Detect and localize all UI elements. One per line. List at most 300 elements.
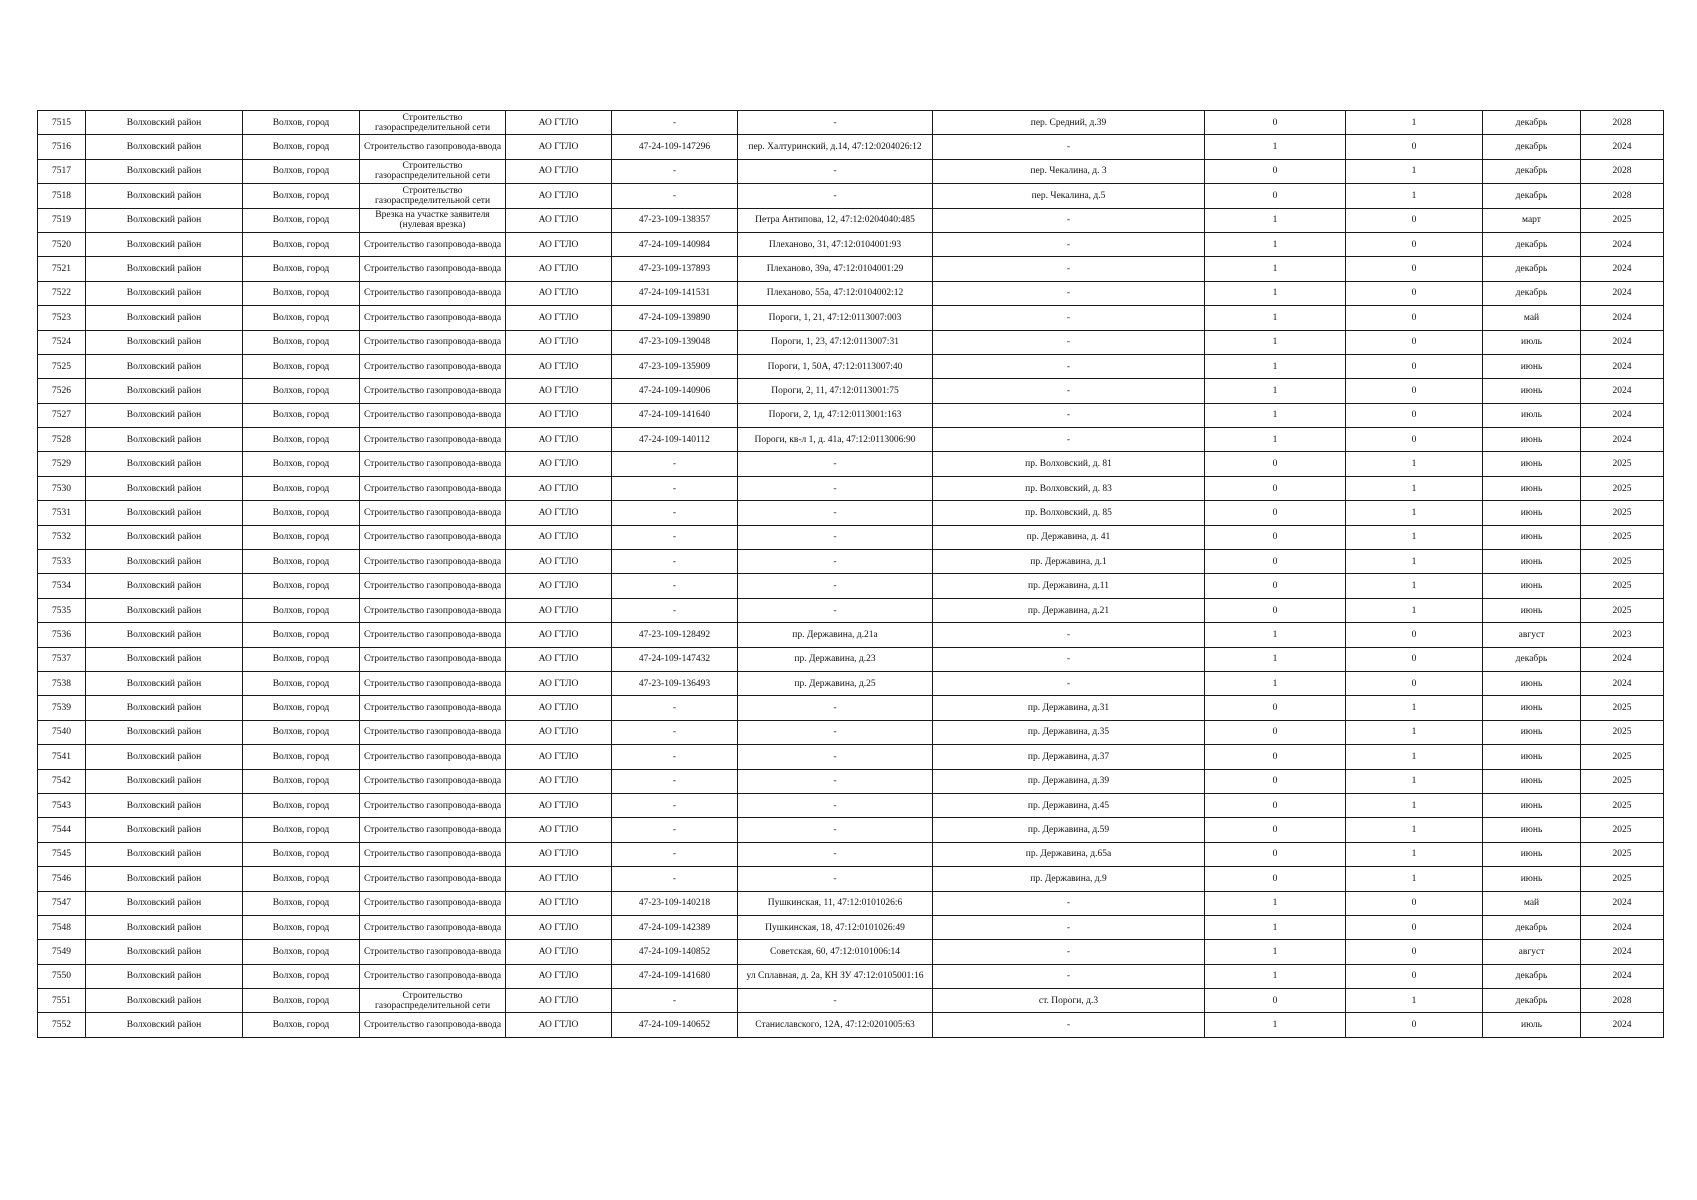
planned-count-cell: 0 bbox=[1346, 135, 1483, 159]
planned-count-cell: 1 bbox=[1346, 867, 1483, 891]
month-cell: июнь bbox=[1483, 769, 1581, 793]
connected-count-cell: 1 bbox=[1205, 647, 1346, 671]
organization-cell: АО ГТЛО bbox=[506, 184, 612, 208]
row-number-cell: 7548 bbox=[38, 915, 86, 939]
planned-count-cell: 0 bbox=[1346, 232, 1483, 256]
applicant-address-cell: - bbox=[738, 745, 933, 769]
table-row bbox=[38, 720, 1664, 744]
applicant-address-cell: - bbox=[738, 842, 933, 866]
applicant-address-cell: Станиславского, 12А, 47:12:0201005:63 bbox=[738, 1013, 933, 1037]
application-number-cell: 47-24-109-140906 bbox=[612, 379, 738, 403]
planned-count-cell: 1 bbox=[1346, 184, 1483, 208]
connected-count-cell: 1 bbox=[1205, 623, 1346, 647]
month-cell: июнь bbox=[1483, 671, 1581, 695]
row-number-cell: 7541 bbox=[38, 745, 86, 769]
applicant-address-cell: Плеханово, 55а, 47:12:0104002:12 bbox=[738, 281, 933, 305]
planned-count-cell: 0 bbox=[1346, 257, 1483, 281]
district-cell: Волховский район bbox=[86, 915, 243, 939]
work-type-cell: Строительство газопровода-ввода bbox=[360, 428, 506, 452]
row-number-cell: 7531 bbox=[38, 501, 86, 525]
applicant-address-cell: - bbox=[738, 184, 933, 208]
year-cell: 2028 bbox=[1581, 111, 1664, 135]
applicant-address-cell: - bbox=[738, 476, 933, 500]
year-cell: 2025 bbox=[1581, 696, 1664, 720]
row-number-cell: 7534 bbox=[38, 574, 86, 598]
year-cell: 2023 bbox=[1581, 623, 1664, 647]
connected-count-cell: 1 bbox=[1205, 257, 1346, 281]
organization-cell: АО ГТЛО bbox=[506, 379, 612, 403]
month-cell: июнь bbox=[1483, 574, 1581, 598]
year-cell: 2024 bbox=[1581, 1013, 1664, 1037]
planned-count-cell: 0 bbox=[1346, 379, 1483, 403]
district-cell: Волховский район bbox=[86, 306, 243, 330]
applicant-address-cell: - bbox=[738, 501, 933, 525]
connected-count-cell: 0 bbox=[1205, 696, 1346, 720]
applicant-address-cell: Пороги, 2, 11, 47:12:0113001:75 bbox=[738, 379, 933, 403]
connected-count-cell: 1 bbox=[1205, 281, 1346, 305]
applicant-address-cell: - bbox=[738, 452, 933, 476]
year-cell: 2025 bbox=[1581, 501, 1664, 525]
work-type-cell: Строительство газопровода-ввода bbox=[360, 842, 506, 866]
table-row bbox=[38, 818, 1664, 842]
month-cell: июнь bbox=[1483, 720, 1581, 744]
connected-count-cell: 1 bbox=[1205, 671, 1346, 695]
connected-count-cell: 1 bbox=[1205, 379, 1346, 403]
connected-count-cell: 0 bbox=[1205, 867, 1346, 891]
application-number-cell: 47-24-109-142389 bbox=[612, 915, 738, 939]
planned-count-cell: 1 bbox=[1346, 159, 1483, 183]
connected-count-cell: 1 bbox=[1205, 891, 1346, 915]
connected-count-cell: 1 bbox=[1205, 232, 1346, 256]
applicant-address-cell: Пороги, 1, 23, 47:12:0113007:31 bbox=[738, 330, 933, 354]
planned-count-cell: 0 bbox=[1346, 403, 1483, 427]
month-cell: май bbox=[1483, 891, 1581, 915]
planned-count-cell: 0 bbox=[1346, 940, 1483, 964]
connected-count-cell: 0 bbox=[1205, 598, 1346, 622]
applicant-address-cell: - bbox=[738, 818, 933, 842]
table-row bbox=[38, 1013, 1664, 1037]
settlement-cell: Волхов, город bbox=[243, 598, 360, 622]
settlement-cell: Волхов, город bbox=[243, 330, 360, 354]
applicant-address-cell: пер. Халтуринский, д.14, 47:12:0204026:12 bbox=[738, 135, 933, 159]
table-row bbox=[38, 915, 1664, 939]
table-row bbox=[38, 964, 1664, 988]
year-cell: 2025 bbox=[1581, 745, 1664, 769]
application-number-cell: - bbox=[612, 476, 738, 500]
network-address-cell: пр. Державина, д.1 bbox=[933, 550, 1205, 574]
connected-count-cell: 0 bbox=[1205, 111, 1346, 135]
table-row bbox=[38, 745, 1664, 769]
organization-cell: АО ГТЛО bbox=[506, 403, 612, 427]
application-number-cell: 47-23-109-140218 bbox=[612, 891, 738, 915]
table-row bbox=[38, 891, 1664, 915]
month-cell: июнь bbox=[1483, 428, 1581, 452]
year-cell: 2024 bbox=[1581, 379, 1664, 403]
year-cell: 2025 bbox=[1581, 525, 1664, 549]
connected-count-cell: 0 bbox=[1205, 184, 1346, 208]
applicant-address-cell: ул Сплавная, д. 2а, КН ЗУ 47:12:0105001:16 bbox=[738, 964, 933, 988]
work-type-cell: Строительство газопровода-ввода bbox=[360, 745, 506, 769]
table-row bbox=[38, 111, 1664, 135]
network-address-cell: пр. Державина, д.9 bbox=[933, 867, 1205, 891]
connected-count-cell: 0 bbox=[1205, 159, 1346, 183]
planned-count-cell: 1 bbox=[1346, 525, 1483, 549]
row-number-cell: 7545 bbox=[38, 842, 86, 866]
connected-count-cell: 1 bbox=[1205, 208, 1346, 232]
work-type-cell: Строительство газопровода-ввода bbox=[360, 623, 506, 647]
month-cell: июнь bbox=[1483, 867, 1581, 891]
table-row bbox=[38, 184, 1664, 208]
network-address-cell: пр. Державина, д.21 bbox=[933, 598, 1205, 622]
row-number-cell: 7521 bbox=[38, 257, 86, 281]
year-cell: 2025 bbox=[1581, 842, 1664, 866]
table-row bbox=[38, 867, 1664, 891]
connected-count-cell: 1 bbox=[1205, 428, 1346, 452]
applicant-address-cell: Пороги, кв-л 1, д. 41а, 47:12:0113006:90 bbox=[738, 428, 933, 452]
table-row bbox=[38, 525, 1664, 549]
table-row bbox=[38, 354, 1664, 378]
district-cell: Волховский район bbox=[86, 1013, 243, 1037]
row-number-cell: 7551 bbox=[38, 989, 86, 1013]
district-cell: Волховский район bbox=[86, 867, 243, 891]
planned-count-cell: 1 bbox=[1346, 989, 1483, 1013]
network-address-cell: - bbox=[933, 623, 1205, 647]
work-type-cell: Строительство газопровода-ввода bbox=[360, 940, 506, 964]
network-address-cell: пр. Державина, д.45 bbox=[933, 793, 1205, 817]
year-cell: 2024 bbox=[1581, 330, 1664, 354]
organization-cell: АО ГТЛО bbox=[506, 842, 612, 866]
settlement-cell: Волхов, город bbox=[243, 745, 360, 769]
planned-count-cell: 0 bbox=[1346, 623, 1483, 647]
year-cell: 2024 bbox=[1581, 891, 1664, 915]
applicant-address-cell: - bbox=[738, 574, 933, 598]
organization-cell: АО ГТЛО bbox=[506, 452, 612, 476]
application-number-cell: - bbox=[612, 989, 738, 1013]
year-cell: 2028 bbox=[1581, 184, 1664, 208]
planned-count-cell: 0 bbox=[1346, 915, 1483, 939]
month-cell: июнь bbox=[1483, 501, 1581, 525]
row-number-cell: 7522 bbox=[38, 281, 86, 305]
network-address-cell: пр. Державина, д.59 bbox=[933, 818, 1205, 842]
applicant-address-cell: Пороги, 2, 1д, 47:12:0113001:163 bbox=[738, 403, 933, 427]
work-type-cell: Строительство газораспределительной сети bbox=[360, 111, 506, 135]
work-type-cell: Строительство газопровода-ввода bbox=[360, 598, 506, 622]
organization-cell: АО ГТЛО bbox=[506, 623, 612, 647]
network-address-cell: пр. Волховский, д. 81 bbox=[933, 452, 1205, 476]
planned-count-cell: 1 bbox=[1346, 745, 1483, 769]
year-cell: 2024 bbox=[1581, 354, 1664, 378]
district-cell: Волховский район bbox=[86, 696, 243, 720]
settlement-cell: Волхов, город bbox=[243, 281, 360, 305]
row-number-cell: 7533 bbox=[38, 550, 86, 574]
table-row bbox=[38, 842, 1664, 866]
district-cell: Волховский район bbox=[86, 501, 243, 525]
settlement-cell: Волхов, город bbox=[243, 964, 360, 988]
organization-cell: АО ГТЛО bbox=[506, 281, 612, 305]
applicant-address-cell: - bbox=[738, 867, 933, 891]
month-cell: декабрь bbox=[1483, 281, 1581, 305]
year-cell: 2024 bbox=[1581, 647, 1664, 671]
application-number-cell: 47-24-109-147432 bbox=[612, 647, 738, 671]
year-cell: 2025 bbox=[1581, 769, 1664, 793]
work-type-cell: Строительство газопровода-ввода bbox=[360, 1013, 506, 1037]
month-cell: июнь bbox=[1483, 476, 1581, 500]
network-address-cell: - bbox=[933, 257, 1205, 281]
district-cell: Волховский район bbox=[86, 720, 243, 744]
table-row bbox=[38, 989, 1664, 1013]
row-number-cell: 7530 bbox=[38, 476, 86, 500]
year-cell: 2025 bbox=[1581, 550, 1664, 574]
network-address-cell: - bbox=[933, 135, 1205, 159]
district-cell: Волховский район bbox=[86, 574, 243, 598]
work-type-cell: Строительство газораспределительной сети bbox=[360, 159, 506, 183]
settlement-cell: Волхов, город bbox=[243, 184, 360, 208]
table-row bbox=[38, 257, 1664, 281]
work-type-cell: Строительство газопровода-ввода bbox=[360, 671, 506, 695]
applicant-address-cell: Пушкинская, 18, 47:12:0101026:49 bbox=[738, 915, 933, 939]
row-number-cell: 7525 bbox=[38, 354, 86, 378]
organization-cell: АО ГТЛО bbox=[506, 232, 612, 256]
district-cell: Волховский район bbox=[86, 257, 243, 281]
table-row bbox=[38, 623, 1664, 647]
settlement-cell: Волхов, город bbox=[243, 671, 360, 695]
district-cell: Волховский район bbox=[86, 428, 243, 452]
row-number-cell: 7520 bbox=[38, 232, 86, 256]
row-number-cell: 7516 bbox=[38, 135, 86, 159]
application-number-cell: - bbox=[612, 842, 738, 866]
settlement-cell: Волхов, город bbox=[243, 867, 360, 891]
district-cell: Волховский район bbox=[86, 623, 243, 647]
month-cell: июнь bbox=[1483, 842, 1581, 866]
settlement-cell: Волхов, город bbox=[243, 989, 360, 1013]
connected-count-cell: 0 bbox=[1205, 989, 1346, 1013]
district-cell: Волховский район bbox=[86, 476, 243, 500]
year-cell: 2028 bbox=[1581, 159, 1664, 183]
district-cell: Волховский район bbox=[86, 940, 243, 964]
settlement-cell: Волхов, город bbox=[243, 769, 360, 793]
work-type-cell: Строительство газопровода-ввода bbox=[360, 330, 506, 354]
work-type-cell: Строительство газопровода-ввода bbox=[360, 354, 506, 378]
row-number-cell: 7532 bbox=[38, 525, 86, 549]
connected-count-cell: 0 bbox=[1205, 574, 1346, 598]
application-number-cell: 47-24-109-147296 bbox=[612, 135, 738, 159]
settlement-cell: Волхов, город bbox=[243, 818, 360, 842]
application-number-cell: 47-23-109-139048 bbox=[612, 330, 738, 354]
table-row bbox=[38, 379, 1664, 403]
applicant-address-cell: Советская, 60, 47:12:0101006:14 bbox=[738, 940, 933, 964]
application-number-cell: 47-24-109-140112 bbox=[612, 428, 738, 452]
planned-count-cell: 1 bbox=[1346, 111, 1483, 135]
application-number-cell: - bbox=[612, 818, 738, 842]
settlement-cell: Волхов, город bbox=[243, 647, 360, 671]
month-cell: июль bbox=[1483, 330, 1581, 354]
connected-count-cell: 1 bbox=[1205, 306, 1346, 330]
district-cell: Волховский район bbox=[86, 159, 243, 183]
table-row bbox=[38, 598, 1664, 622]
planned-count-cell: 1 bbox=[1346, 818, 1483, 842]
work-type-cell: Строительство газопровода-ввода bbox=[360, 306, 506, 330]
work-type-cell: Строительство газопровода-ввода bbox=[360, 574, 506, 598]
applicant-address-cell: Пороги, 1, 50А, 47:12:0113007:40 bbox=[738, 354, 933, 378]
planned-count-cell: 0 bbox=[1346, 330, 1483, 354]
applicant-address-cell: - bbox=[738, 111, 933, 135]
planned-count-cell: 0 bbox=[1346, 891, 1483, 915]
network-address-cell: - bbox=[933, 281, 1205, 305]
network-address-cell: - bbox=[933, 647, 1205, 671]
application-number-cell: - bbox=[612, 745, 738, 769]
work-type-cell: Строительство газопровода-ввода bbox=[360, 915, 506, 939]
district-cell: Волховский район bbox=[86, 989, 243, 1013]
month-cell: июнь bbox=[1483, 745, 1581, 769]
applicant-address-cell: - bbox=[738, 598, 933, 622]
district-cell: Волховский район bbox=[86, 184, 243, 208]
work-type-cell: Строительство газопровода-ввода bbox=[360, 379, 506, 403]
application-number-cell: 47-23-109-128492 bbox=[612, 623, 738, 647]
settlement-cell: Волхов, город bbox=[243, 1013, 360, 1037]
connected-count-cell: 1 bbox=[1205, 940, 1346, 964]
connected-count-cell: 0 bbox=[1205, 842, 1346, 866]
network-address-cell: - bbox=[933, 915, 1205, 939]
row-number-cell: 7537 bbox=[38, 647, 86, 671]
planned-count-cell: 1 bbox=[1346, 574, 1483, 598]
work-type-cell: Строительство газопровода-ввода bbox=[360, 281, 506, 305]
row-number-cell: 7517 bbox=[38, 159, 86, 183]
year-cell: 2025 bbox=[1581, 720, 1664, 744]
applicant-address-cell: - bbox=[738, 550, 933, 574]
month-cell: декабрь bbox=[1483, 647, 1581, 671]
organization-cell: АО ГТЛО bbox=[506, 647, 612, 671]
applicant-address-cell: Пушкинская, 11, 47:12:0101026:6 bbox=[738, 891, 933, 915]
settlement-cell: Волхов, город bbox=[243, 159, 360, 183]
network-address-cell: пер. Средний, д.39 bbox=[933, 111, 1205, 135]
year-cell: 2024 bbox=[1581, 964, 1664, 988]
settlement-cell: Волхов, город bbox=[243, 354, 360, 378]
network-address-cell: пер. Чекалина, д. 3 bbox=[933, 159, 1205, 183]
settlement-cell: Волхов, город bbox=[243, 379, 360, 403]
organization-cell: АО ГТЛО bbox=[506, 598, 612, 622]
applicant-address-cell: пр. Державина, д.23 bbox=[738, 647, 933, 671]
row-number-cell: 7540 bbox=[38, 720, 86, 744]
table-row bbox=[38, 306, 1664, 330]
organization-cell: АО ГТЛО bbox=[506, 330, 612, 354]
network-address-cell: ст. Пороги, д.3 bbox=[933, 989, 1205, 1013]
organization-cell: АО ГТЛО bbox=[506, 867, 612, 891]
organization-cell: АО ГТЛО bbox=[506, 1013, 612, 1037]
network-address-cell: пр. Державина, д. 41 bbox=[933, 525, 1205, 549]
work-type-cell: Строительство газопровода-ввода bbox=[360, 964, 506, 988]
year-cell: 2024 bbox=[1581, 428, 1664, 452]
work-type-cell: Строительство газопровода-ввода bbox=[360, 647, 506, 671]
settlement-cell: Волхов, город bbox=[243, 525, 360, 549]
organization-cell: АО ГТЛО bbox=[506, 501, 612, 525]
organization-cell: АО ГТЛО bbox=[506, 696, 612, 720]
application-number-cell: 47-23-109-135909 bbox=[612, 354, 738, 378]
work-type-cell: Строительство газопровода-ввода bbox=[360, 818, 506, 842]
work-type-cell: Врезка на участке заявителя (нулевая врезка) bbox=[360, 208, 506, 232]
month-cell: июнь bbox=[1483, 550, 1581, 574]
settlement-cell: Волхов, город bbox=[243, 940, 360, 964]
table-row bbox=[38, 940, 1664, 964]
row-number-cell: 7552 bbox=[38, 1013, 86, 1037]
application-number-cell: - bbox=[612, 598, 738, 622]
application-number-cell: - bbox=[612, 867, 738, 891]
district-cell: Волховский район bbox=[86, 354, 243, 378]
applicant-address-cell: - bbox=[738, 696, 933, 720]
row-number-cell: 7536 bbox=[38, 623, 86, 647]
month-cell: декабрь bbox=[1483, 111, 1581, 135]
planned-count-cell: 0 bbox=[1346, 354, 1483, 378]
network-address-cell: - bbox=[933, 208, 1205, 232]
application-number-cell: - bbox=[612, 793, 738, 817]
applicant-address-cell: - bbox=[738, 793, 933, 817]
month-cell: декабрь bbox=[1483, 989, 1581, 1013]
year-cell: 2025 bbox=[1581, 452, 1664, 476]
work-type-cell: Строительство газопровода-ввода bbox=[360, 793, 506, 817]
district-cell: Волховский район bbox=[86, 647, 243, 671]
work-type-cell: Строительство газораспределительной сети bbox=[360, 989, 506, 1013]
district-cell: Волховский район bbox=[86, 671, 243, 695]
planned-count-cell: 1 bbox=[1346, 720, 1483, 744]
row-number-cell: 7526 bbox=[38, 379, 86, 403]
planned-count-cell: 0 bbox=[1346, 208, 1483, 232]
network-address-cell: пр. Волховский, д. 85 bbox=[933, 501, 1205, 525]
settlement-cell: Волхов, город bbox=[243, 403, 360, 427]
row-number-cell: 7544 bbox=[38, 818, 86, 842]
table-row bbox=[38, 159, 1664, 183]
row-number-cell: 7527 bbox=[38, 403, 86, 427]
year-cell: 2025 bbox=[1581, 867, 1664, 891]
district-cell: Волховский район bbox=[86, 891, 243, 915]
row-number-cell: 7523 bbox=[38, 306, 86, 330]
month-cell: декабрь bbox=[1483, 232, 1581, 256]
organization-cell: АО ГТЛО bbox=[506, 574, 612, 598]
year-cell: 2025 bbox=[1581, 476, 1664, 500]
settlement-cell: Волхов, город bbox=[243, 891, 360, 915]
work-type-cell: Строительство газопровода-ввода bbox=[360, 257, 506, 281]
month-cell: декабрь bbox=[1483, 915, 1581, 939]
work-type-cell: Строительство газопровода-ввода bbox=[360, 452, 506, 476]
network-address-cell: пр. Державина, д.65а bbox=[933, 842, 1205, 866]
district-cell: Волховский район bbox=[86, 379, 243, 403]
application-number-cell: 47-23-109-136493 bbox=[612, 671, 738, 695]
network-address-cell: - bbox=[933, 403, 1205, 427]
network-address-cell: пер. Чекалина, д.5 bbox=[933, 184, 1205, 208]
organization-cell: АО ГТЛО bbox=[506, 428, 612, 452]
application-number-cell: - bbox=[612, 159, 738, 183]
table-row bbox=[38, 647, 1664, 671]
row-number-cell: 7538 bbox=[38, 671, 86, 695]
application-number-cell: 47-24-109-139890 bbox=[612, 306, 738, 330]
table-row bbox=[38, 793, 1664, 817]
year-cell: 2024 bbox=[1581, 257, 1664, 281]
settlement-cell: Волхов, город bbox=[243, 842, 360, 866]
network-address-cell: пр. Державина, д.37 bbox=[933, 745, 1205, 769]
application-number-cell: - bbox=[612, 769, 738, 793]
row-number-cell: 7518 bbox=[38, 184, 86, 208]
table-row bbox=[38, 501, 1664, 525]
settlement-cell: Волхов, город bbox=[243, 428, 360, 452]
application-number-cell: - bbox=[612, 574, 738, 598]
application-number-cell: - bbox=[612, 525, 738, 549]
year-cell: 2025 bbox=[1581, 574, 1664, 598]
settlement-cell: Волхов, город bbox=[243, 306, 360, 330]
organization-cell: АО ГТЛО bbox=[506, 793, 612, 817]
organization-cell: АО ГТЛО bbox=[506, 745, 612, 769]
planned-count-cell: 1 bbox=[1346, 696, 1483, 720]
connected-count-cell: 1 bbox=[1205, 915, 1346, 939]
network-address-cell: пр. Волховский, д. 83 bbox=[933, 476, 1205, 500]
organization-cell: АО ГТЛО bbox=[506, 964, 612, 988]
